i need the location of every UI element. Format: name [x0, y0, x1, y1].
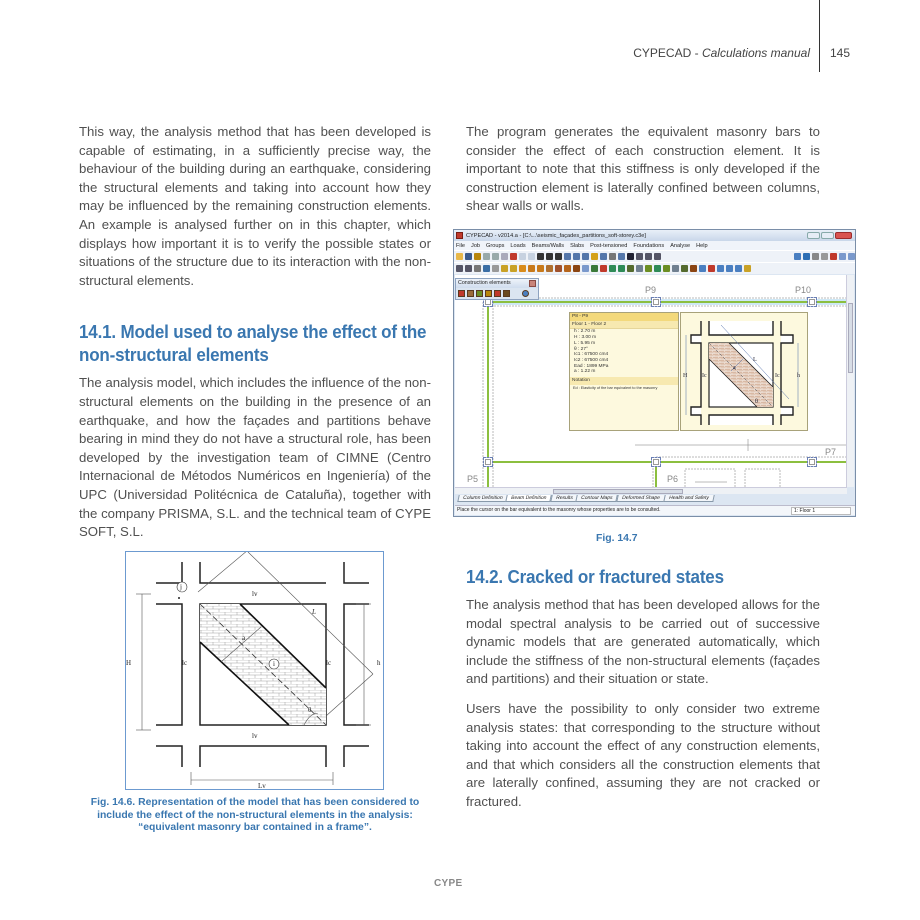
H-label: H [126, 659, 132, 667]
column-p9[interactable] [651, 297, 661, 307]
column-p10[interactable] [807, 297, 817, 307]
help-icon[interactable] [522, 290, 529, 297]
tool-icon[interactable] [519, 265, 526, 272]
label-p7: P7 [825, 447, 837, 457]
Lv-label: Lv [258, 782, 266, 788]
vertical-scrollbar[interactable] [846, 275, 854, 487]
tool-icon[interactable] [564, 265, 571, 272]
up-icon[interactable] [537, 253, 544, 260]
window-title-bar[interactable] [454, 230, 855, 241]
tool-icon[interactable] [672, 265, 679, 272]
app-icon [456, 232, 463, 239]
down-icon[interactable] [555, 253, 562, 260]
construction-elements-panel [455, 278, 539, 300]
tool-icon[interactable] [501, 265, 508, 272]
maximize-button[interactable] [821, 232, 834, 239]
label-p6: P6 [667, 474, 679, 484]
tab-bar [455, 495, 855, 503]
tooltip-row: a : 1.22 m [574, 369, 596, 375]
menu-post-tensioned[interactable]: Post-tensioned [590, 242, 628, 249]
globe-icon[interactable] [803, 253, 810, 260]
zoom-icon[interactable] [564, 253, 571, 260]
view-icon[interactable] [618, 253, 625, 260]
tool-icon[interactable] [573, 265, 580, 272]
label-p5: P5 [467, 474, 479, 484]
tool-icon[interactable] [537, 265, 544, 272]
window-icon[interactable] [839, 253, 846, 260]
drawing-canvas[interactable] [455, 275, 847, 487]
status-bar [455, 505, 855, 515]
info-element-icon[interactable] [503, 290, 510, 297]
menu-bar [454, 241, 855, 250]
menu-foundations[interactable]: Foundations [633, 242, 665, 249]
column-p6[interactable] [651, 457, 661, 467]
masonry-frame-diagram [126, 552, 382, 788]
magnet-icon[interactable] [510, 253, 517, 260]
tool-icon[interactable] [717, 265, 724, 272]
tooltip-notation-label: Notation [570, 377, 678, 385]
menu-slabs[interactable]: Slabs [570, 242, 585, 249]
tool-icon[interactable] [821, 253, 828, 260]
status-text: Place the cursor on the bar equivalent to the masonry whose properties are to be consulted. [457, 507, 661, 513]
lv-top-label: lv [252, 590, 258, 598]
tool-icon[interactable] [654, 253, 661, 260]
zoom-window-icon[interactable] [573, 253, 580, 260]
tool-icon[interactable] [501, 253, 508, 260]
diagram-L-label: L [753, 357, 757, 363]
tool-icon[interactable] [735, 265, 742, 272]
window-title: CYPECAD - v2014.a - [C:\...\seismic_façades_partitions_soft-storey.c3e] [466, 232, 646, 239]
L-label: L [312, 608, 316, 616]
tool-icon[interactable] [812, 253, 819, 260]
pan-icon[interactable] [609, 253, 616, 260]
panel-title: Construction elements [456, 279, 538, 288]
tooltip-row: Ead : 1899 MPa [574, 363, 609, 369]
page-footer: CYPE [434, 878, 463, 889]
toolbar-2 [454, 262, 855, 274]
column-p7[interactable] [807, 457, 817, 467]
tooltip-diagram [680, 312, 808, 431]
theta-label: θ [308, 706, 312, 714]
tool-icon[interactable] [528, 265, 535, 272]
pin-icon[interactable] [458, 290, 465, 297]
diagram-h-label: h [797, 373, 800, 379]
section-14-2 [466, 565, 820, 823]
lv-bottom-label: lv [252, 732, 258, 740]
tool-icon[interactable] [708, 265, 715, 272]
tool-icon[interactable] [591, 265, 598, 272]
tab-health-and-safety[interactable]: Health and Safety [663, 495, 714, 502]
tool-icon[interactable] [600, 265, 607, 272]
window-icon[interactable] [848, 253, 855, 260]
tab-results[interactable]: Results [550, 495, 578, 502]
tooltip-header: P8 - P9 [570, 313, 678, 321]
pencil-icon[interactable] [591, 253, 598, 260]
tool-icon[interactable] [645, 265, 652, 272]
menu-groups[interactable]: Groups [486, 242, 505, 249]
status-floor: 1: Floor 1 [791, 507, 851, 515]
diagram-lc-left-label: Ic [702, 373, 707, 379]
page-number: 145 [830, 46, 851, 60]
tool-icon[interactable] [627, 253, 634, 260]
tool-icon[interactable] [483, 253, 490, 260]
figure-14-6-caption: Fig. 14.6. Representation of the model that has been considered to include the effect of the non-structural elements in the analysis: “equivalent masonry bar contained in a frame”. [90, 797, 420, 834]
tool-icon[interactable] [483, 265, 490, 272]
menu-analyse[interactable]: Analyse [670, 242, 691, 249]
search-icon[interactable] [600, 253, 607, 260]
right-intro-paragraph: The program generates the equivalent masonry bars to consider the effect of each construction element. It is important to note that this stiffness is only developed if the construction element is laterally confined between columns, shear walls or walls. [466, 124, 820, 214]
tool-icon[interactable] [474, 265, 481, 272]
section-14-1-paragraph: The analysis model, which includes the influence of the non-structural elements on the building in the presence of an earthquake, and how the façades and partitions behave bearing in mind they do not have a structural role, has been developed by the investigation team of CIMNE (Centro Internacional de Métodos Numéricos en Ingeniería) of the UPC (Universidad Politécnica de Cataluña), together with the company PRISMA, S.L. and the technical team of CYPE SOFT, S.L. [79, 375, 431, 540]
panel-close-icon[interactable] [529, 280, 536, 287]
zoom-out-icon[interactable] [582, 253, 589, 260]
right-column-intro [466, 123, 820, 227]
new-element-icon[interactable] [467, 290, 474, 297]
node-j-label: j [180, 583, 182, 591]
save-icon[interactable] [465, 253, 472, 260]
tool-icon[interactable] [645, 253, 652, 260]
cypecad-window [453, 229, 856, 517]
masonry-bar-diagram [681, 313, 807, 430]
tool-icon[interactable] [492, 265, 499, 272]
menu-file[interactable]: File [456, 242, 466, 249]
section-14-2-paragraph-2: Users have the possibility to only consider two extreme analysis states: that corresponding to the structure without taking into account the effect of any construction elements, and that which considers all the construction elements that are laterally confined, assuming they are not cracked or fractured. [466, 700, 820, 809]
label-p9: P9 [645, 285, 657, 295]
toolbar-1 [454, 250, 855, 262]
tooltip-row: L : 5.95 m [574, 340, 596, 346]
tool-icon[interactable] [654, 265, 661, 272]
tooltip-row: Ic2 : 67500 cm4 [574, 357, 609, 363]
running-title-italic: Calculations manual [701, 46, 810, 60]
minimize-button[interactable] [807, 232, 820, 239]
delete-element-icon[interactable] [494, 290, 501, 297]
tool-icon[interactable] [582, 265, 589, 272]
undo-icon[interactable] [519, 253, 526, 260]
tool-icon[interactable] [663, 265, 670, 272]
section-14-2-heading: 14.2. Cracked or fractured states [466, 566, 724, 587]
heading-line-1: 14.1. Model used to analyse the effect of the [79, 321, 427, 343]
left-column [79, 123, 431, 553]
menu-job[interactable]: Job [471, 242, 481, 249]
page-header [0, 46, 920, 66]
a-label: a [242, 634, 246, 642]
globe-icon[interactable] [794, 253, 801, 260]
bar-properties-tooltip [569, 312, 679, 431]
tool-icon[interactable] [510, 265, 517, 272]
diagram-a-label: a [733, 365, 736, 371]
tab-contour-maps[interactable]: Contour Maps [576, 495, 619, 502]
diagram-H-label: H [683, 373, 688, 379]
tab-column-definition[interactable]: Column Definition [457, 495, 508, 502]
tool-icon[interactable] [744, 265, 751, 272]
tool-icon[interactable] [627, 265, 634, 272]
tab-beam-definition[interactable]: Beam Definition [506, 495, 553, 502]
tool-icon[interactable] [546, 265, 553, 272]
tooltip-row: Ic1 : 67500 cm4 [574, 352, 609, 358]
intro-paragraph: This way, the analysis method that has been developed is capable of estimating, in a sufficiently precise way, the behaviour of the building during an earthquake, considering the structural elements and taking into account how they may be influenced by the remaining construction elements. An example is analysed further on in this chapter, which displays how important it is to verify the possible states or situations of the structure due to its interaction with the non-structural elements. [79, 124, 431, 288]
tool-icon[interactable] [474, 253, 481, 260]
tool-icon[interactable] [456, 265, 463, 272]
running-title-main: CYPECAD - [633, 46, 702, 60]
redo-icon[interactable] [528, 253, 535, 260]
node-i-label: i [273, 660, 275, 668]
tool-icon[interactable] [636, 265, 643, 272]
label-p10: P10 [795, 285, 812, 295]
tool-icon[interactable] [726, 265, 733, 272]
tooltip-floor: Floor 1 - Floor 2 [570, 321, 678, 330]
pencil-icon[interactable] [485, 290, 492, 297]
tool-icon[interactable] [636, 253, 643, 260]
column-p5[interactable] [483, 457, 493, 467]
tool-icon[interactable] [830, 253, 837, 260]
tool-icon[interactable] [618, 265, 625, 272]
tooltip-row: h : 2.70 m [574, 329, 596, 335]
tooltip-notation-text: Ed : Elasticity of the bar equivalent to the masonry [573, 385, 658, 390]
tooltip-row: θ : 27° [574, 346, 588, 352]
diagram-lc-right-label: Ic [775, 373, 780, 379]
section-14-2-paragraph-1: The analysis method that has been developed allows for the modal spectral analysis to be carried out of successive dynamic models that are generated automatically, which include the stiffness of the non-structural elements (façades and partitions) and their situation or state. [466, 597, 820, 687]
tool-icon[interactable] [465, 265, 472, 272]
h-label: h [377, 659, 381, 667]
tool-icon[interactable] [609, 265, 616, 272]
edit-element-icon[interactable] [476, 290, 483, 297]
floors-icon[interactable] [546, 253, 553, 260]
section-14-1-heading [79, 320, 427, 366]
header-divider [819, 0, 820, 72]
close-button[interactable] [835, 232, 852, 239]
open-icon[interactable] [456, 253, 463, 260]
tooltip-row: H : 3.00 m [574, 335, 597, 341]
running-title [633, 46, 810, 60]
heading-line-2: non-structural elements [79, 344, 269, 366]
horizontal-scrollbar[interactable] [455, 487, 847, 494]
tool-icon[interactable] [555, 265, 562, 272]
figure-14-7-caption: Fig. 14.7 [596, 533, 638, 544]
lc-right-label: lc [326, 659, 332, 667]
tool-icon[interactable] [690, 265, 697, 272]
menu-beams-walls[interactable]: Beams/Walls [531, 242, 565, 249]
lc-left-label: lc [182, 659, 188, 667]
menu-loads[interactable]: Loads [510, 242, 526, 249]
tool-icon[interactable] [681, 265, 688, 272]
diagram-theta-label: θ [755, 399, 758, 405]
menu-help[interactable]: Help [696, 242, 708, 249]
tool-icon[interactable] [699, 265, 706, 272]
tool-icon[interactable] [492, 253, 499, 260]
tab-deformed-shape[interactable]: Deformed Shape [616, 495, 665, 502]
figure-14-6 [125, 551, 384, 790]
